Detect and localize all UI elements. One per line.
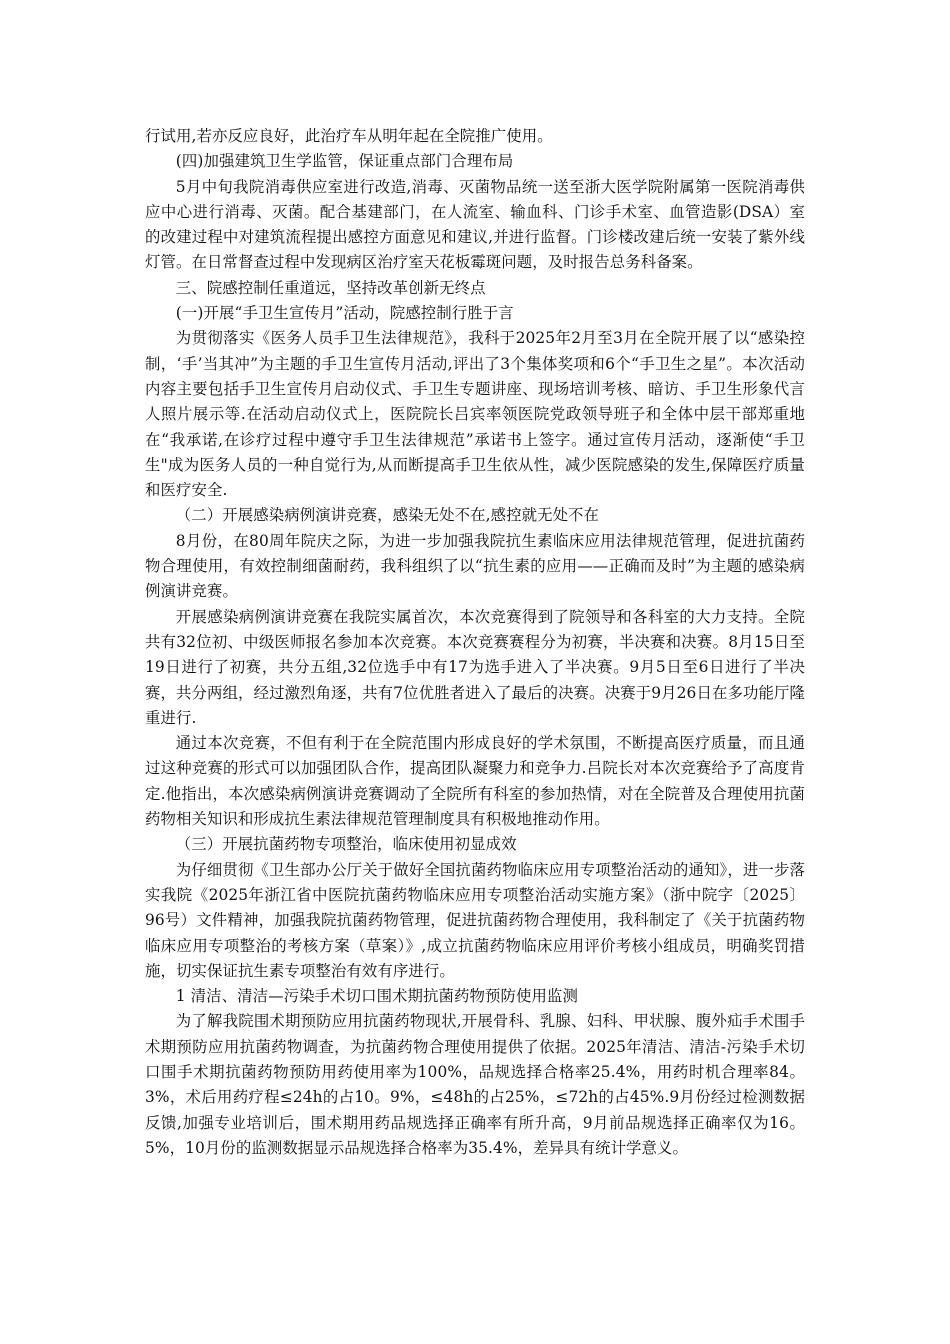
- section-heading-2: （二）开展感染病例演讲竞赛，感染无处不在,感控就无处不在: [175, 506, 600, 525]
- section-heading-3: （三）开展抗菌药物专项整治，临床使用初显成效: [175, 835, 517, 854]
- paragraph-competition-intro: 8月份，在80周年院庆之际，为进一步加强我院抗生素临床应用法律规范管理，促进抗菌药物合理使用，有效控制细菌耐药，我科组织了以“抗生素的应用——正确而及时”为主题的感染病例演讲竞赛。: [145, 531, 805, 601]
- paragraph-building-hygiene: 5月中旬我院消毒供应室进行改造,消毒、灭菌物品统一送至浙大医学院附属第一医院消毒供应中心进行消毒、灭菌。配合基建部门，在人流室、输血科、门诊手术室、血管造影(DSA）室的改建过程中对建筑流程提出感控方面意见和建议,并进行监督。门诊楼改建后统一安装了紫外线灯管。在日常督查过程中发现病区治疗室天花板霉斑问题，及时报告总务科备案。: [145, 177, 805, 272]
- subsection-heading-1: 1 清洁、清洁—污染手术切口围术期抗菌药物预防使用监测: [175, 987, 578, 1006]
- paragraph-continuation: 行试用,若亦反应良好，此治疗车从明年起在全院推广使用。: [145, 127, 553, 145]
- paragraph-perioperative-monitoring: 为了解我院围术期预防应用抗菌药物现状,开展骨科、乳腺、妇科、甲状腺、腹外疝手术围手术期预防应用抗菌药物调查，为抗菌药物合理使用提供了依据。2025年清洁、清洁-污染手术切口围手术期抗菌药物预防用药使用率为100%，品规选择合格率25.4%，用药时机合理率84。3%，术后用药疗程≤24h的占10。9%，≤48h的占25%，≤72h的占45%.9月份经过检测数据反馈,加强专业培训后，围术期用药品规选择正确率有所升高，9月前品规选择正确率仅为16。5%，10月份的监测数据显示品规选择合格率为35.4%，差异具有统计学意义。: [145, 1012, 805, 1157]
- paragraph-competition-effect: 通过本次竞赛，不但有利于在全院范围内形成良好的学术氛围，不断提高医疗质量，而且通过这种竞赛的形式可以加强团队合作，提高团队凝聚力和竞争力.吕院长对本次竞赛给予了高度肯定.他指出，本次感染病例演讲竞赛调动了全院所有科室的参加热情，对在全院普及合理使用抗菌药物相关知识和形成抗生素法律规范管理制度具有积极地推动作用。: [145, 734, 805, 829]
- paragraph-antibiotic-rectification: 为仔细贯彻《卫生部办公厅关于做好全国抗菌药物临床应用专项整治活动的通知》，进一步落实我院《2025年浙江省中医院抗菌药物临床应用专项整治活动实施方案》（浙中院字〔2025〕96号）文件精神，加强我院抗菌药物管理，促进抗菌药物合理使用，我科制定了《关于抗菌药物临床应用专项整治的考核方案（草案）》,成立抗菌药物临床应用评价考核小组成员，明确奖罚措施，切实保证抗生素专项整治有效有序进行。: [145, 860, 805, 980]
- document-body: [145, 124, 805, 1161]
- section-heading-1: (一)开展“手卫生宣传月”活动，院感控制行胜于言: [175, 304, 514, 323]
- chapter-heading-3: 三、院感控制任重道远，坚持改革创新无终点: [175, 278, 486, 297]
- paragraph-competition-schedule: 开展感染病例演讲竞赛在我院实属首次，本次竞赛得到了院领导和各科室的大力支持。全院共有32位初、中级医师报名参加本次竞赛。本次竞赛赛程分为初赛，半决赛和决赛。8月15日至19日进行了初赛，共分五组,32位选手中有17为选手进入了半决赛。9月5日至6日进行了半决赛，共分两组，经过激烈角逐，共有7位优胜者进入了最后的决赛。决赛于9月26日在多功能厅隆重进行.: [145, 607, 805, 727]
- paragraph-hand-hygiene: 为贯彻落实《医务人员手卫生法律规范》，我科于2025年2月至3月在全院开展了以“感染控制，‘手’当其冲”为主题的手卫生宣传月活动,评出了3个集体奖项和6个“手卫生之星”。本次活动内容主要包括手卫生宣传月启动仪式、手卫生专题讲座、现场培训考核、暗访、手卫生形象代言人照片展示等.在活动启动仪式上，医院院长吕宾率领医院党政领导班子和全体中层干部郑重地在“我承诺,在诊疗过程中遵守手卫生法律规范”承诺书上签字。通过宣传月活动，逐渐使“手卫生"成为医务人员的一种自觉行为,从而断提高手卫生依从性，减少医院感染的发生,保障医疗质量和医疗安全.: [145, 329, 805, 500]
- section-heading-4: (四)加强建筑卫生学监管，保证重点部门合理布局: [175, 152, 514, 171]
